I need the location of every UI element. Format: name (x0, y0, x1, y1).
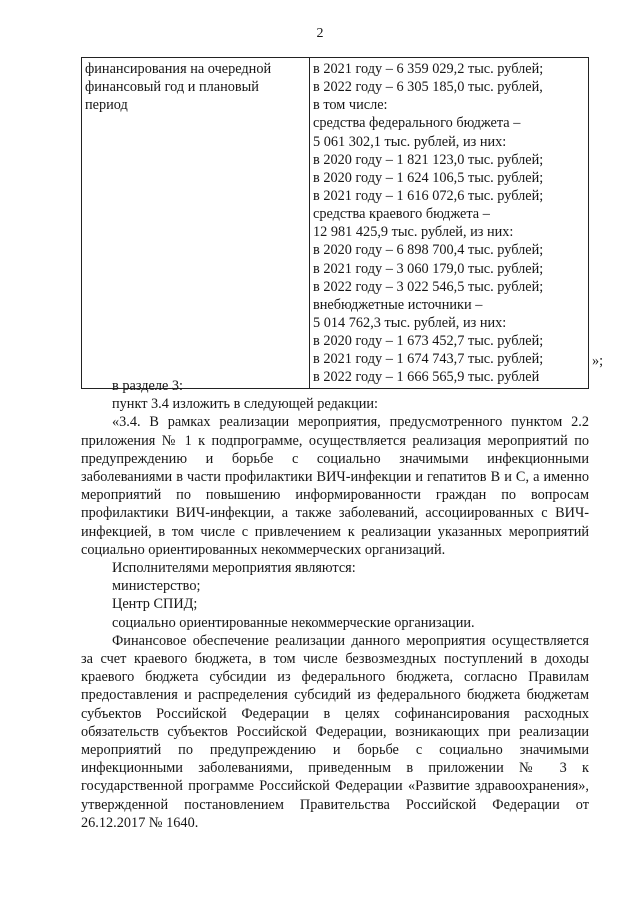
cell-text-line: в 2020 году – 1 624 106,5 тыс. рублей; (313, 169, 544, 186)
cell-text-line: в 2022 году – 1 666 565,9 тыс. рублей (313, 369, 540, 386)
cell-text-line: финансирования на очередной (85, 61, 272, 77)
executors-heading: Исполнителями мероприятия являются: (112, 560, 356, 577)
cell-text-line: в 2021 году – 3 060 179,0 тыс. рублей; (313, 260, 544, 277)
executor-item: Центр СПИД; (112, 596, 198, 613)
cell-text-line: в 2020 году – 1 821 123,0 тыс. рублей; (313, 151, 544, 168)
paragraph-3-4: «3.4. В рамках реализации мероприятия, предусмотренного пунктом 2.2 приложения № 1 к подпрограмме, осуществляется реализация мероприятий по предупреждению и борьбе с социально значимыми инфекционными заболеваниями в части профилактики ВИЧ-инфекции и гепатитов В и С, а именно мероприятий по повышению информированности граждан по вопросам профилактики ВИЧ-инфекции, а также заболеваний, ассоциированных с ВИЧ-инфекцией, в том числе с привлечением к реализации указанных мероприятий социально ориентированных некоммерческих организаций. (81, 414, 589, 558)
document-body (81, 377, 589, 832)
cell-text-line: в том числе: (313, 97, 388, 114)
cell-text-line: в 2020 году – 6 898 700,4 тыс. рублей; (313, 242, 544, 259)
paragraph-financing: Финансовое обеспечение реализации данного мероприятия осуществляется за счет краевого бюджета, в том числе безвозмездных поступлений в доходы краевого бюджета субсидии из федерального бюджета, согласно Правилам предоставления и распределения субсидий из федерального бюджета бюджетам субъектов Российской Федерации в целях софинансирования расходных обязательств субъектов Российской Федерации, возникающих при реализации мероприятий по предупреждению и борьбе с социально значимыми инфекционными заболеваниями, приведенным в приложении № 3 к государственной программе Российской Федерации «Развитие здравоохранения», утвержденной постановлением Правительства Российской Федерации от 26.12.2017 № 1640. (81, 632, 589, 831)
financing-table (81, 57, 589, 389)
cell-text-line: в 2021 году – 1 674 743,7 тыс. рублей; (313, 351, 544, 368)
section-line: в разделе 3: (112, 378, 184, 394)
cell-text-line: в 2022 году – 3 022 546,5 тыс. рублей; (313, 278, 544, 295)
table-row (82, 58, 589, 389)
cell-text-line: в 2021 году – 1 616 072,6 тыс. рублей; (313, 187, 544, 204)
executor-item: социально ориентированные некоммерческие организации. (112, 614, 475, 631)
cell-text-line: в 2021 году – 6 359 029,2 тыс. рублей; (313, 61, 544, 77)
executor-item: министерство; (112, 578, 201, 595)
cell-text-line: 5 014 762,3 тыс. рублей, из них: (313, 314, 507, 331)
table-cell-values (310, 58, 589, 389)
closing-quote-mark: »; (592, 353, 604, 369)
cell-text-line: средства федерального бюджета – (313, 115, 521, 132)
cell-text-line: 5 061 302,1 тыс. рублей, из них: (313, 133, 507, 150)
cell-text-line: средства краевого бюджета – (313, 206, 490, 223)
cell-text-line: 12 981 425,9 тыс. рублей, из них: (313, 224, 514, 241)
cell-text-line: финансовый год и плановый (85, 79, 259, 96)
cell-text-line: в 2022 году – 6 305 185,0 тыс. рублей, (313, 79, 543, 96)
table-cell-label (82, 58, 310, 389)
page-number: 2 (316, 26, 324, 41)
cell-text-line: период (85, 97, 128, 114)
cell-text-line: в 2020 году – 1 673 452,7 тыс. рублей; (313, 333, 544, 350)
item-line: пункт 3.4 изложить в следующей редакции: (112, 396, 379, 413)
cell-text-line: внебюджетные источники – (313, 296, 483, 313)
